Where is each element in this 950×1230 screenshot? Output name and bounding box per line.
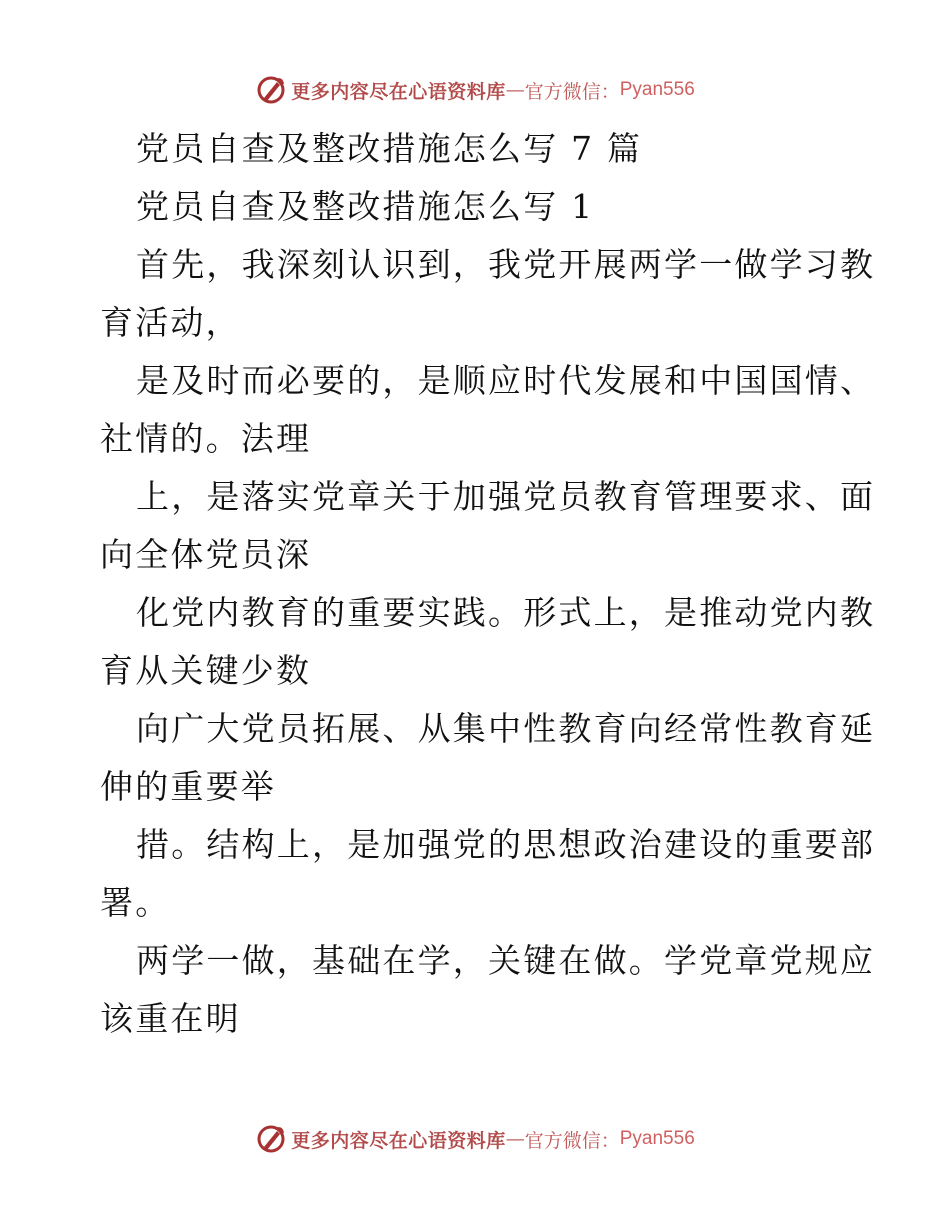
footer-text: 更多内容尽在心语资料库	[291, 1129, 506, 1152]
header-banner	[0, 70, 950, 110]
paragraph-line: 是及时而必要的，是顺应时代发展和中国国情、	[136, 361, 876, 400]
paragraph-line: 首先，我深刻认识到，我党开展两学一做学习教	[136, 245, 876, 284]
pen-circle-logo-icon	[255, 1123, 287, 1155]
paragraph-line: 化党内教育的重要实践。形式上，是推动党内教	[136, 593, 876, 632]
document-title: 党员自查及整改措施怎么写 7 篇	[136, 129, 643, 168]
header-wechat-label: 官方微信：	[524, 80, 620, 103]
header-wechat-id: Pyan556	[619, 79, 695, 100]
paragraph-line: 两学一做，基础在学，关键在做。学党章党规应	[136, 941, 876, 980]
paragraph-line: 措。结构上，是加强党的思想政治建设的重要部	[136, 825, 876, 864]
paragraph-line: 向广大党员拓展、从集中性教育向经常性教育延	[136, 709, 876, 748]
header-text: 更多内容尽在心语资料库	[291, 80, 506, 103]
paragraph-line: 向全体党员深	[100, 535, 312, 574]
footer-banner	[0, 1119, 950, 1159]
paragraph-line: 上，是落实党章关于加强党员教育管理要求、面	[136, 477, 876, 516]
document-subtitle: 党员自查及整改措施怎么写 1	[136, 187, 595, 226]
paragraph-line: 育从关键少数	[100, 651, 312, 690]
paragraph-line: 育活动，	[100, 303, 241, 342]
footer-separator: —	[505, 1128, 525, 1150]
paragraph-line: 伸的重要举	[100, 767, 276, 806]
paragraph-line: 署。	[100, 883, 171, 922]
paragraph-line: 社情的。法理	[100, 419, 312, 458]
pen-circle-logo-icon	[255, 74, 287, 106]
header-separator: —	[505, 79, 525, 101]
paragraph-line: 该重在明	[100, 999, 241, 1038]
document-body	[100, 120, 876, 1048]
footer-wechat-label: 官方微信：	[524, 1129, 620, 1152]
footer-wechat-id: Pyan556	[619, 1128, 695, 1149]
